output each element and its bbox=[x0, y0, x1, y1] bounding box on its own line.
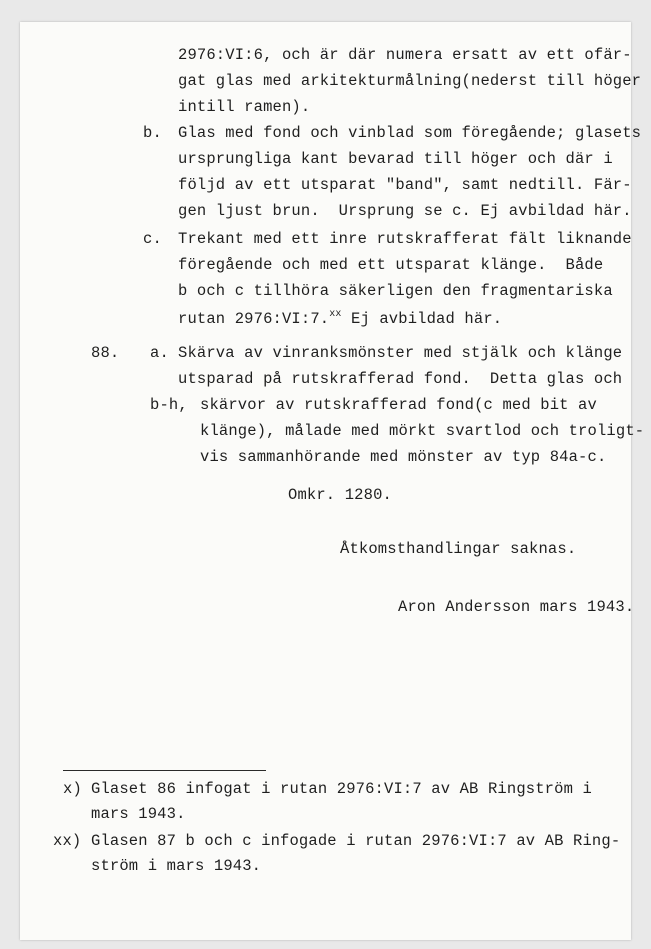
footnote-line: Glaset 86 infogat i rutan 2976:VI:7 av AB Ringström i bbox=[91, 780, 592, 798]
text-line: gat glas med arkitekturmålning(nederst till höger bbox=[178, 72, 642, 90]
text-line: utsparad på rutskrafferad fond. Detta glas och bbox=[178, 370, 623, 388]
item-marker-b: b. bbox=[143, 124, 162, 142]
footnote-divider bbox=[63, 770, 266, 771]
text-line: föregående och med ett utsparat klänge. Både bbox=[178, 256, 604, 274]
footnote-ref-xx: xx bbox=[329, 309, 342, 320]
text-segment: Ej avbildad här. bbox=[341, 310, 503, 328]
text-line: intill ramen). bbox=[178, 98, 311, 116]
footnote-mark-x: x) bbox=[63, 780, 82, 798]
text-line: klänge), målade med mörkt svartlod och troligt- bbox=[200, 422, 645, 440]
text-line: b och c tillhöra säkerligen den fragmentariska bbox=[178, 282, 613, 300]
footnote-line: ström i mars 1943. bbox=[91, 857, 262, 875]
item-marker-a: a. bbox=[150, 344, 169, 362]
text-line: Skärva av vinranksmönster med stjälk och klänge bbox=[178, 344, 623, 362]
footnote-mark-xx: xx) bbox=[53, 832, 82, 850]
text-line bbox=[178, 310, 502, 328]
text-line: följd av ett utsparat "band", samt nedtill. Fär- bbox=[178, 176, 632, 194]
records-note: Åtkomsthandlingar saknas. bbox=[340, 540, 577, 558]
text-line: vis sammanhörande med mönster av typ 84a-c. bbox=[200, 448, 607, 466]
item-marker-c: c. bbox=[143, 230, 162, 248]
text-line: gen ljust brun. Ursprung se c. Ej avbildad här. bbox=[178, 202, 632, 220]
footnote-line: mars 1943. bbox=[91, 805, 186, 823]
text-segment: rutan 2976:VI:7. bbox=[178, 310, 330, 328]
text-line: ursprungliga kant bevarad till höger och där i bbox=[178, 150, 613, 168]
item-marker-b-h: b-h, bbox=[150, 396, 188, 414]
text-line: Glas med fond och vinblad som föregående; glasets bbox=[178, 124, 642, 142]
text-line: Trekant med ett inre rutskrafferat fält liknande bbox=[178, 230, 632, 248]
entry-number-88: 88. bbox=[91, 344, 120, 362]
text-line: skärvor av rutskrafferad fond(c med bit av bbox=[200, 396, 597, 414]
footnote-line: Glasen 87 b och c infogade i rutan 2976:VI:7 av AB Ring- bbox=[91, 832, 621, 850]
dating: Omkr. 1280. bbox=[288, 486, 392, 504]
signature: Aron Andersson mars 1943. bbox=[398, 598, 635, 616]
text-line: 2976:VI:6, och är där numera ersatt av ett ofär- bbox=[178, 46, 632, 64]
